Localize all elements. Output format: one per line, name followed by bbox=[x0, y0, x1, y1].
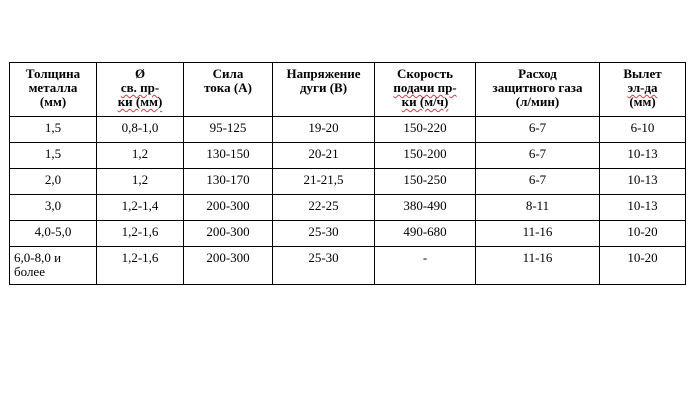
table-cell: 1,2 bbox=[97, 143, 184, 169]
header-line: эл-да bbox=[627, 80, 658, 95]
table-cell: 20-21 bbox=[273, 143, 375, 169]
table-cell: 10-13 bbox=[600, 169, 686, 195]
header-line: Ø bbox=[134, 66, 146, 81]
table-cell: 1,2 bbox=[97, 169, 184, 195]
table-cell: 200-300 bbox=[184, 247, 273, 285]
table-cell: 10-20 bbox=[600, 221, 686, 247]
table-cell: 0,8-1,0 bbox=[97, 117, 184, 143]
table-row bbox=[10, 195, 686, 221]
table-cell: 6-10 bbox=[600, 117, 686, 143]
table-cell: 130-170 bbox=[184, 169, 273, 195]
table-row bbox=[10, 143, 686, 169]
welding-parameters-table bbox=[9, 62, 686, 285]
table-cell: 150-250 bbox=[375, 169, 476, 195]
header-feed-speed bbox=[375, 63, 476, 117]
table-cell: 2,0 bbox=[10, 169, 97, 195]
header-line: Расход bbox=[518, 66, 557, 81]
table-cell: 1,2-1,4 bbox=[97, 195, 184, 221]
header-line: Вылет bbox=[623, 66, 662, 81]
table-cell: 1,5 bbox=[10, 117, 97, 143]
table-cell: 10-13 bbox=[600, 143, 686, 169]
table-cell: 25-30 bbox=[273, 221, 375, 247]
table-cell: 11-16 bbox=[476, 247, 600, 285]
table-cell: 19-20 bbox=[273, 117, 375, 143]
table-cell: 3,0 bbox=[10, 195, 97, 221]
table-cell: 10-20 bbox=[600, 247, 686, 285]
table-header-row bbox=[10, 63, 686, 117]
header-electrode-stickout bbox=[600, 63, 686, 117]
table-cell: 22-25 bbox=[273, 195, 375, 221]
table-cell: 21-21,5 bbox=[273, 169, 375, 195]
header-line: подачи пр- bbox=[393, 80, 457, 95]
table-cell: 200-300 bbox=[184, 195, 273, 221]
table-cell: 6,0-8,0 и более bbox=[10, 247, 97, 285]
header-line: дуги (В) bbox=[299, 80, 348, 95]
table-cell: 4,0-5,0 bbox=[10, 221, 97, 247]
table-cell: 380-490 bbox=[375, 195, 476, 221]
header-gas-flow bbox=[476, 63, 600, 117]
table-cell: 6-7 bbox=[476, 117, 600, 143]
header-line: Скорость bbox=[397, 66, 453, 81]
table-row bbox=[10, 169, 686, 195]
table-cell: 8-11 bbox=[476, 195, 600, 221]
table-cell: - bbox=[375, 247, 476, 285]
table-cell: 95-125 bbox=[184, 117, 273, 143]
header-line: (л/мин) bbox=[515, 94, 560, 109]
table-cell: 1,5 bbox=[10, 143, 97, 169]
header-line: защитного газа bbox=[492, 80, 583, 95]
header-current bbox=[184, 63, 273, 117]
header-line: (мм) bbox=[39, 94, 67, 109]
header-line: (мм) bbox=[629, 94, 656, 109]
header-line: ки (мм) bbox=[117, 94, 163, 109]
header-line: Напряжение bbox=[286, 66, 361, 81]
table-cell: 11-16 bbox=[476, 221, 600, 247]
table-cell: 130-150 bbox=[184, 143, 273, 169]
header-line: ки (м/ч) bbox=[401, 94, 449, 109]
header-metal-thickness bbox=[10, 63, 97, 117]
table-cell: 200-300 bbox=[184, 221, 273, 247]
table-cell: 490-680 bbox=[375, 221, 476, 247]
header-line: металла bbox=[28, 80, 78, 95]
header-line: тока (А) bbox=[204, 80, 252, 95]
table-row bbox=[10, 221, 686, 247]
table-row bbox=[10, 117, 686, 143]
header-wire-diameter bbox=[97, 63, 184, 117]
table-row bbox=[10, 247, 686, 285]
table-cell: 25-30 bbox=[273, 247, 375, 285]
header-line: св. пр- bbox=[120, 80, 160, 95]
header-line: Толщина bbox=[25, 66, 81, 81]
table-cell: 1,2-1,6 bbox=[97, 247, 184, 285]
table-cell: 6-7 bbox=[476, 169, 600, 195]
header-arc-voltage bbox=[273, 63, 375, 117]
table-cell: 150-220 bbox=[375, 117, 476, 143]
table-cell: 10-13 bbox=[600, 195, 686, 221]
table-cell: 150-200 bbox=[375, 143, 476, 169]
header-line: Сила bbox=[212, 66, 244, 81]
table-cell: 6-7 bbox=[476, 143, 600, 169]
table-cell: 1,2-1,6 bbox=[97, 221, 184, 247]
